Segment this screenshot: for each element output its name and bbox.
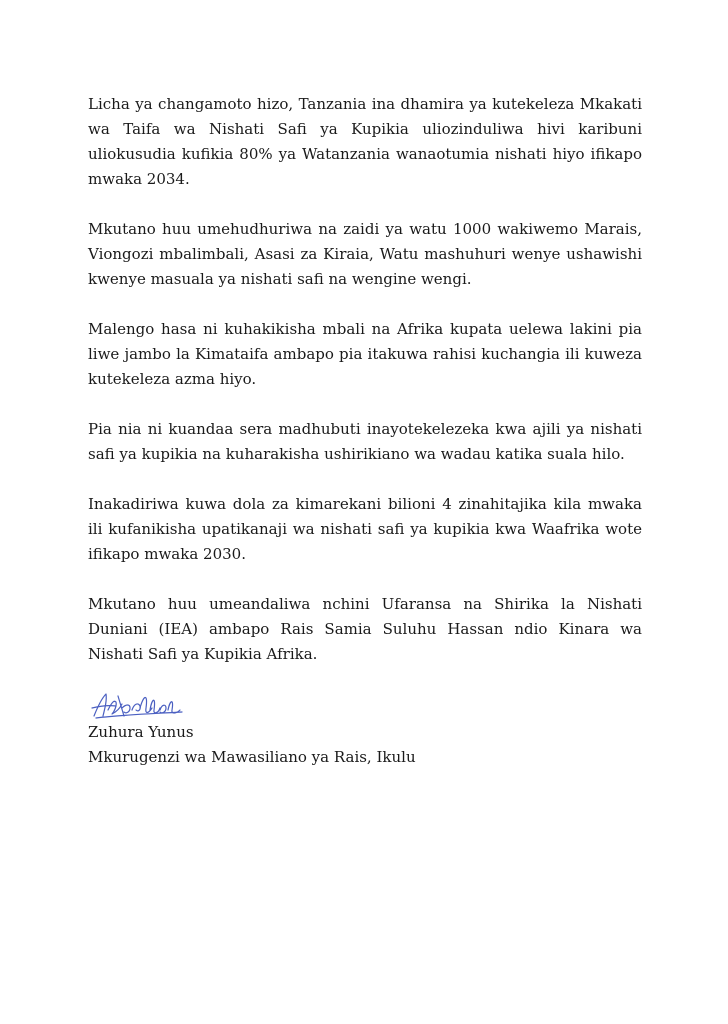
paragraph-1: Licha ya changamoto hizo, Tanzania ina dhamira ya kutekeleza Mkakati wa Taifa wa Nishati Safi ya Kupikia uliozinduliwa hivi karibuni uliokusudia kufikia 80% ya Watanzania wanaotumia nishati hiyo ifikapo mwaka 2034. xyxy=(88,95,642,188)
paragraph-3: Malengo hasa ni kuhakikisha mbali na Afrika kupata uelewa lakini pia liwe jambo la Kimataifa ambapo pia itakuwa rahisi kuchangia ili kuweza kutekeleza azma hiyo. xyxy=(88,320,642,388)
paragraph-6: Mkutano huu umeandaliwa nchini Ufaransa na Shirika la Nishati Duniani (IEA) ambapo Rais Samia Suluhu Hassan ndio Kinara wa Nishati Safi ya Kupikia Afrika. xyxy=(88,595,642,663)
paragraph-5: Inakadiriwa kuwa dola za kimarekani bilioni 4 zinahitajika kila mwaka ili kufanikisha upatikanaji wa nishati safi ya kupikia kwa Waafrika wote ifikapo mwaka 2030. xyxy=(88,495,642,563)
document-body xyxy=(88,92,642,770)
handwritten-signature xyxy=(88,688,188,722)
paragraph-4: Pia nia ni kuandaa sera madhubuti inayotekelezeka kwa ajili ya nishati safi ya kupikia na kuharakisha ushirikiano wa wadau katika suala hilo. xyxy=(88,420,642,463)
signatory-name: Zuhura Yunus xyxy=(88,723,194,741)
paragraph-2: Mkutano huu umehudhuriwa na zaidi ya watu 1000 wakiwemo Marais, Viongozi mbalimbali, Asasi za Kiraia, Watu mashuhuri wenye ushawishi kwenye masuala ya nishati safi na wengine wengi. xyxy=(88,220,642,288)
signatory-title: Mkurugenzi wa Mawasiliano ya Rais, Ikulu xyxy=(88,748,416,766)
signature-icon xyxy=(88,688,188,722)
